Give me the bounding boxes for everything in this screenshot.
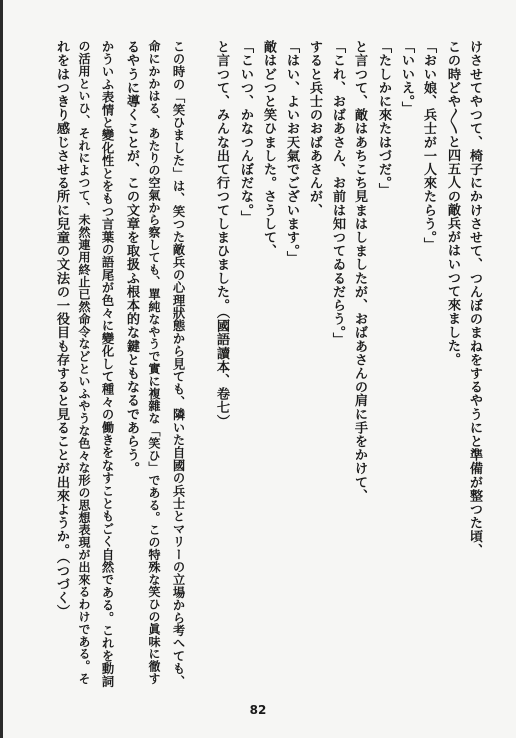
dialogue-line: 「これ、おばあさん、お前は知つてゐるだらう。」 [330, 40, 345, 347]
text-line: と言つて、敵はあちこち見まはしましたが、おばあさんの肩に手をかけて、 [352, 40, 367, 503]
text-line: けさせてやつて、椅子にかけさせて、つんぼのまねをするやうにと準備が整つた頃、 [467, 40, 482, 557]
dialogue-line: 「はい、よいお天氣でございます。」 [284, 40, 299, 265]
dialogue-line: 「おい娘、兵士が一人來たらう。」 [421, 40, 436, 251]
text-line: 敵はどつと笑ひました。さうして、 [261, 40, 276, 258]
page-number: 82 [249, 703, 267, 717]
text-line: れをはつきり感じさせる所に兒童の文法の一役目も存すると見ることが出來ようか。（つづく） [54, 40, 69, 619]
page-edge-shadow [0, 0, 3, 738]
text-line: るやうに導くことが、この文章を取扱ふ根本的な鍵ともなるであらう。 [124, 40, 139, 476]
dialogue-line: 「たしかに來たはづだ。」 [376, 40, 391, 197]
dialogue-line: 「こいつ、かなつんぼだな。」 [238, 40, 253, 224]
text-line: 命にかかはる、あたりの空氣から察しても、單純なやうで實に複雜な「笑ひ」である。この特殊な笑ひの眞味に徹す [147, 40, 161, 685]
text-line: すると兵士のおばあさんが、 [307, 40, 322, 217]
text-line: の活用といひ、それによつて、未然連用終止已然命令などといふやうな色々な形の思想表現が出來るわけである。そ [77, 40, 91, 685]
text-line: と言つて、みんな出て行つてしまひました。（國語讀本、卷七） [214, 40, 229, 428]
text-line: この時どや〳〵と四五人の敵兵がはいつて來ました。 [445, 40, 460, 366]
text-line: かういふ表情と變化性とをもつ言葉の語尾が色々に變化して種々の働きをなすこともごく自然である。これを動詞 [100, 40, 115, 688]
dialogue-line: 「いいえ。」 [399, 40, 414, 115]
text-line: この時の「笑ひました」は、笑つた敵兵の心理狀態から見ても、隣いた自國の兵士とマリーの立場から考へても、 [171, 40, 186, 688]
